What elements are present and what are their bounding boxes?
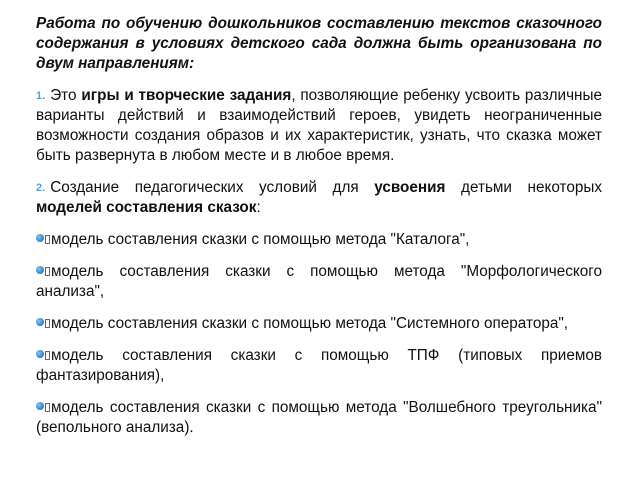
numbered-item-1 [36, 86, 602, 166]
bullet-dot-icon [36, 318, 44, 326]
item-2-pre: Создание педагогических условий для [50, 179, 359, 196]
missing-glyph-icon [45, 235, 50, 244]
bullet-item-2 [36, 262, 602, 302]
item-2-mid: детьми некоторых [461, 179, 602, 196]
bullet-dot-icon [36, 402, 44, 410]
bullet-item-3 [36, 314, 602, 334]
missing-glyph-icon [45, 267, 50, 276]
bullet-dot-icon [36, 266, 44, 274]
item-2-post: : [256, 199, 261, 216]
item-1-post: , позволяющие ребенку усвоить различные варианты действий и взаимодействий героев, увидеть неограниченные возможности создания образов и их характеристик, узнать, что сказка может быть развернута в любом месте и в любое время. [36, 87, 602, 164]
bullet-item-4 [36, 346, 602, 386]
item-2-bold-2: моделей составления сказок [36, 199, 257, 216]
bullet-text-1: модель составления сказки с помощью метода "Каталога", [51, 231, 470, 248]
bullet-text-2: модель составления сказки с помощью метода "Морфологического анализа", [36, 263, 602, 300]
bullet-item-1 [36, 230, 602, 250]
item-number-1: 1. [36, 90, 46, 102]
item-number-2: 2. [36, 182, 46, 194]
bullet-dot-icon [36, 234, 44, 242]
text-body [36, 14, 602, 450]
missing-glyph-icon [45, 319, 50, 328]
bullet-text-3: модель составления сказки с помощью метода "Системного оператора", [51, 315, 569, 332]
bullet-item-5 [36, 398, 602, 438]
numbered-item-2 [36, 178, 602, 218]
intro-paragraph: Работа по обучению дошкольников составлению текстов сказочного содержания в условиях детского сада должна быть организована по двум направлениям: [36, 15, 602, 72]
bullet-dot-icon [36, 350, 44, 358]
missing-glyph-icon [45, 351, 50, 360]
item-1-bold: игры и творческие задания [81, 87, 292, 104]
item-1-pre: Это [50, 87, 77, 104]
missing-glyph-icon [45, 403, 50, 412]
bullet-text-5: модель составления сказки с помощью метода "Волшебного треугольника" (вепольного анализа). [36, 399, 602, 436]
bullet-text-4: модель составления сказки с помощью ТПФ (типовых приемов фантазирования), [36, 347, 602, 384]
item-2-bold-1: усвоения [374, 179, 446, 196]
